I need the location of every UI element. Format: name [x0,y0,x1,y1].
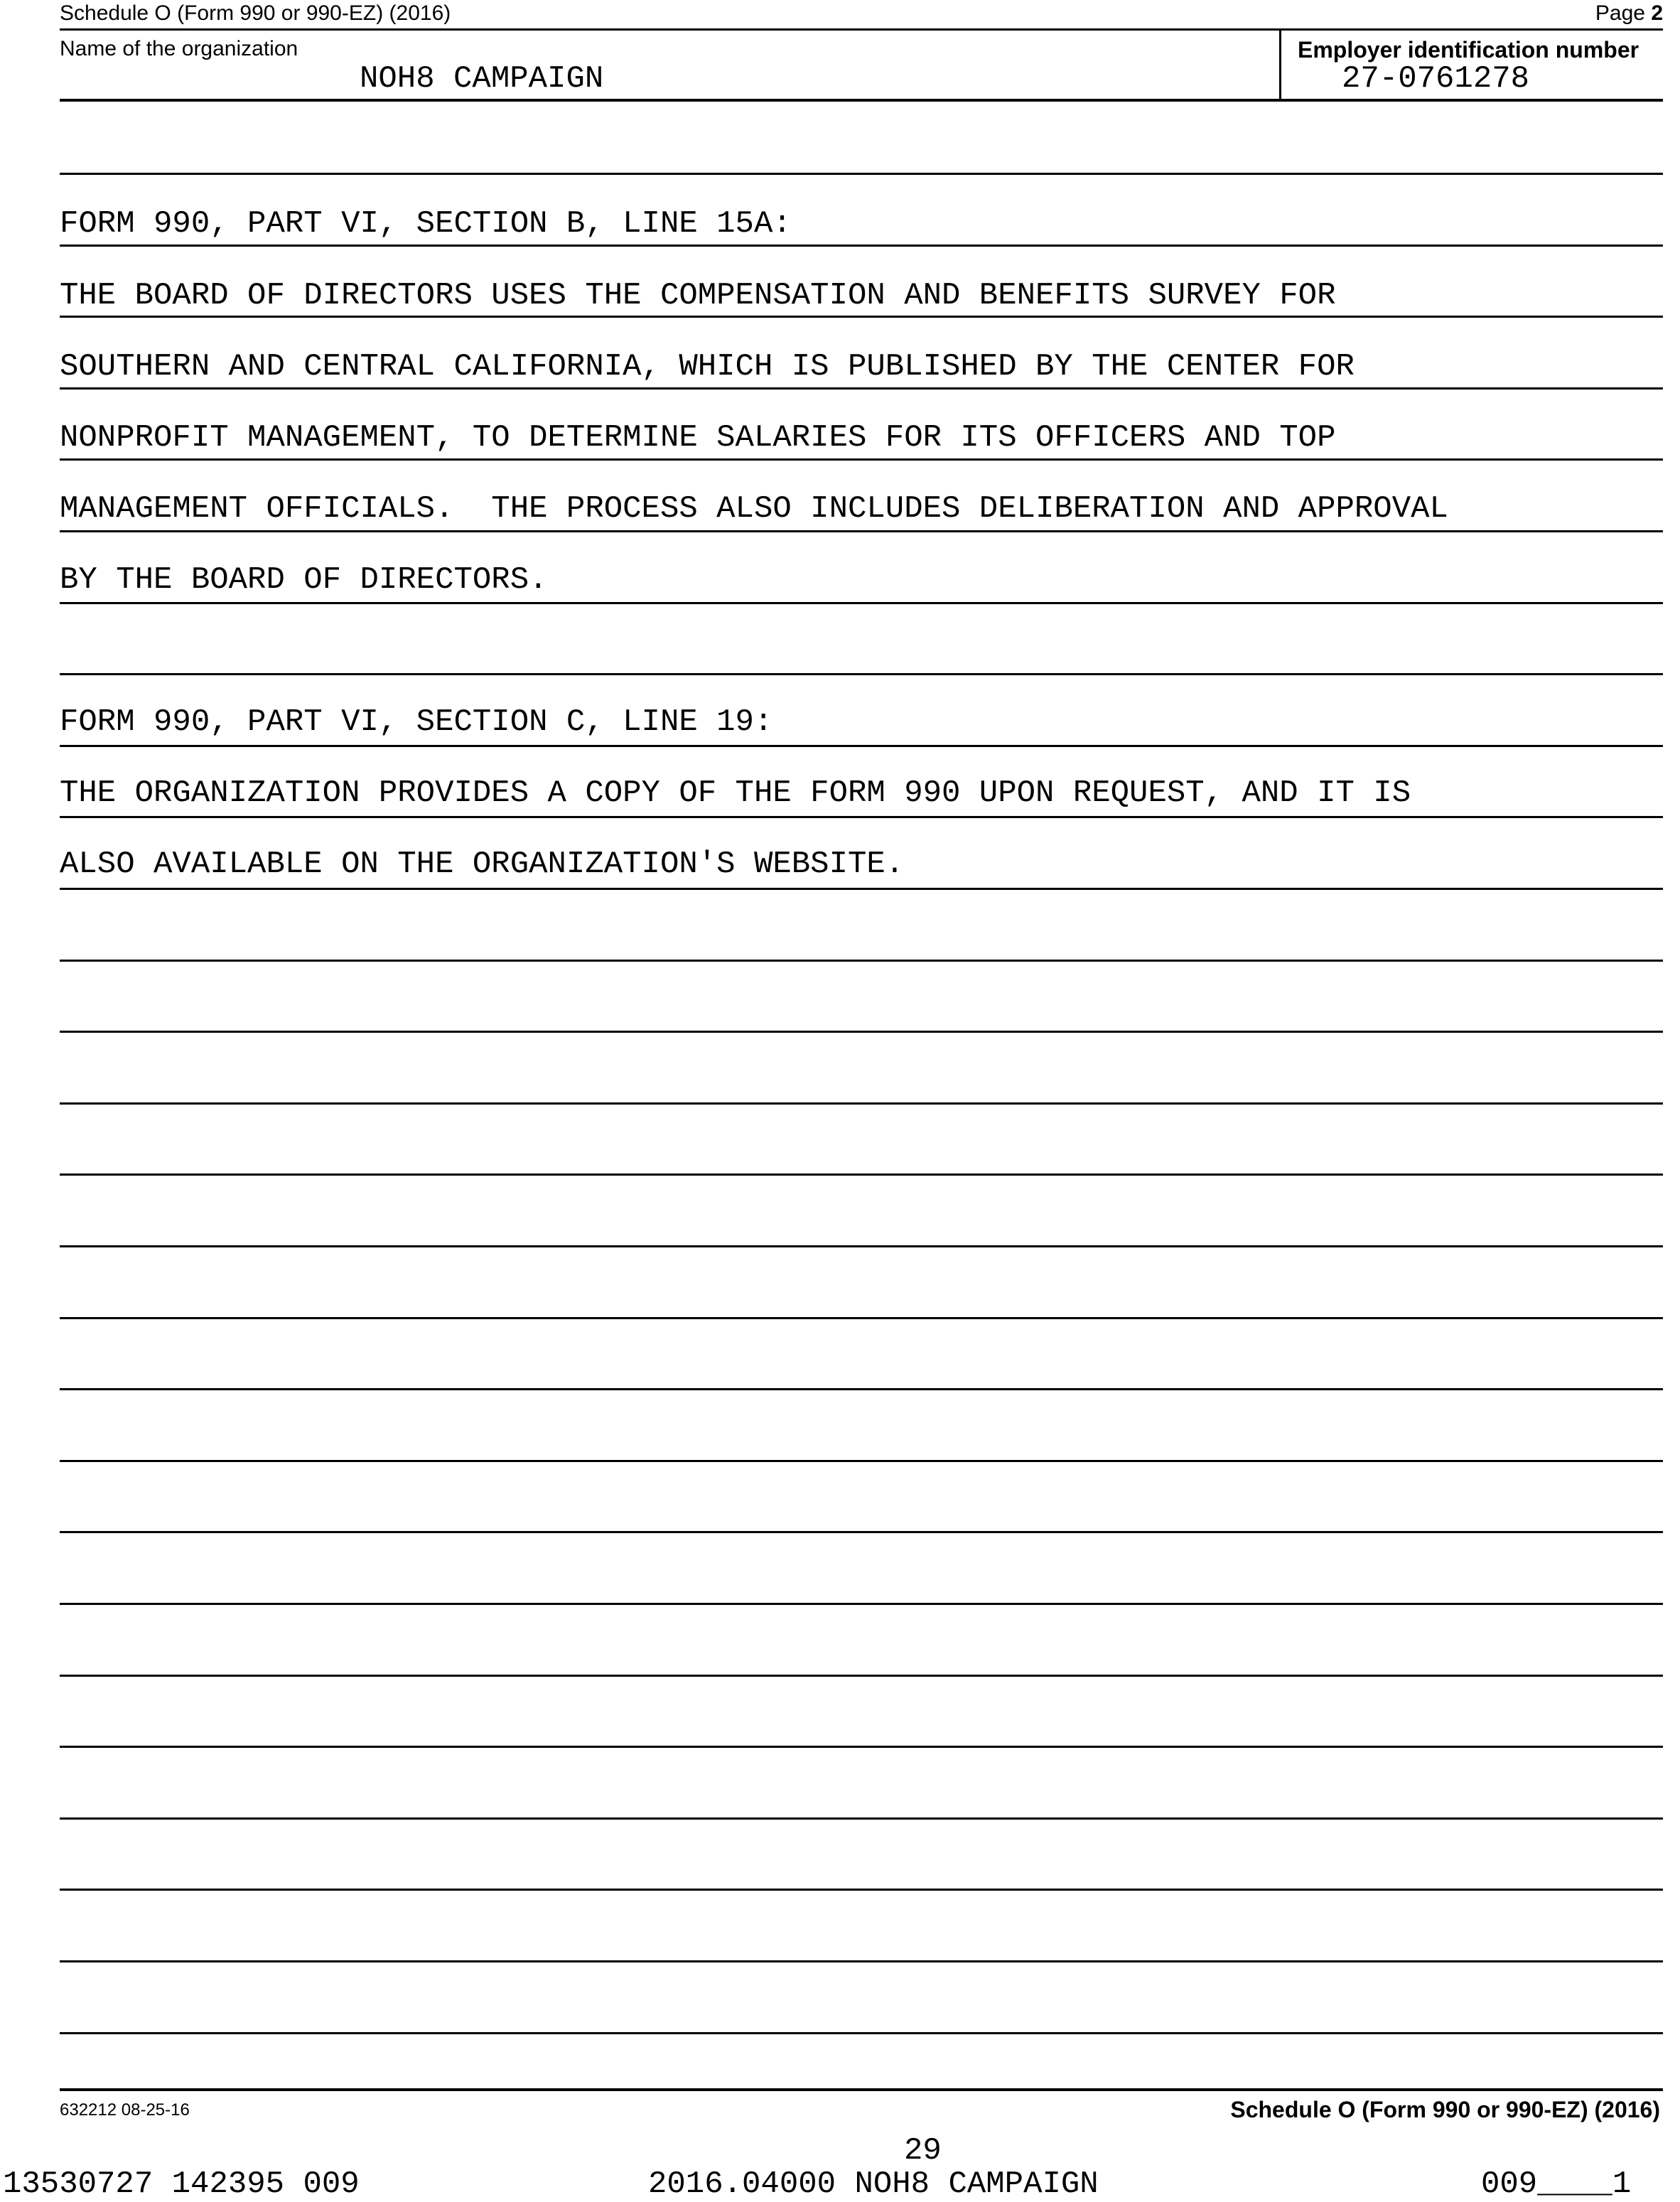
body-line: MANAGEMENT OFFICIALS. THE PROCESS ALSO INCLUDES DELIBERATION AND APPROVAL [60,491,1448,527]
ruled-line [60,1675,1663,1677]
body-line: FORM 990, PART VI, SECTION C, LINE 19: [60,704,773,740]
ruled-line [60,316,1663,318]
ruled-line [60,602,1663,604]
form-code: 632212 08-25-16 [60,2100,190,2120]
ruled-line [60,1388,1663,1390]
ein-divider [1279,28,1281,101]
org-name-label: Name of the organization [60,37,298,60]
ruled-line [60,2032,1663,2034]
body-line: THE ORGANIZATION PROVIDES A COPY OF THE FORM 990 UPON REQUEST, AND IT IS [60,775,1411,811]
ein-label: Employer identification number [1298,37,1639,63]
ruled-line [60,1317,1663,1319]
batch-id-right: 009____1 [1481,2166,1632,2202]
body-line: SOUTHERN AND CENTRAL CALIFORNIA, WHICH IS PUBLISHED BY THE CENTER FOR [60,349,1355,385]
ruled-line [60,888,1663,890]
body-line: THE BOARD OF DIRECTORS USES THE COMPENSATION AND BENEFITS SURVEY FOR [60,278,1336,313]
header-rule-top [60,28,1663,31]
ruled-line [60,1102,1663,1105]
body-line: NONPROFIT MANAGEMENT, TO DETERMINE SALARIES FOR ITS OFFICERS AND TOP [60,420,1336,456]
ruled-line [60,1460,1663,1462]
ein-value: 27-0761278 [1342,61,1530,97]
page-indicator [1595,1,1663,26]
ruled-line [60,530,1663,532]
page-number-footer: 29 [904,2133,942,2169]
ruled-line [60,1245,1663,1247]
batch-id-middle: 2016.04000 NOH8 CAMPAIGN [648,2166,1099,2202]
ruled-line [60,745,1663,747]
ruled-line [60,458,1663,461]
batch-id-left: 13530727 142395 009 [3,2166,360,2202]
ruled-line [60,816,1663,818]
page-label: Page [1595,1,1645,25]
form-title: Schedule O (Form 990 or 990-EZ) (2016) [60,1,451,25]
ruled-line [60,1603,1663,1605]
ruled-line [60,245,1663,247]
body-line: BY THE BOARD OF DIRECTORS. [60,562,548,598]
ruled-line [60,960,1663,962]
body-line: FORM 990, PART VI, SECTION B, LINE 15A: [60,206,792,242]
body-line: ALSO AVAILABLE ON THE ORGANIZATION'S WEBSITE. [60,847,905,882]
ruled-line [60,1960,1663,1962]
ruled-line [60,1817,1663,1820]
ruled-line [60,1889,1663,1891]
ruled-line [60,173,1663,175]
ruled-line [60,1746,1663,1748]
footer-form-title: Schedule O (Form 990 or 990-EZ) (2016) [1230,2097,1660,2122]
ruled-line [60,1173,1663,1176]
ruled-line [60,1031,1663,1033]
org-name-value: NOH8 CAMPAIGN [360,61,604,97]
footer-rule [60,2088,1663,2091]
header-rule-bottom [60,99,1663,102]
ruled-line [60,673,1663,675]
page-number: 2 [1651,1,1663,25]
ruled-line [60,387,1663,390]
ruled-line [60,1531,1663,1533]
